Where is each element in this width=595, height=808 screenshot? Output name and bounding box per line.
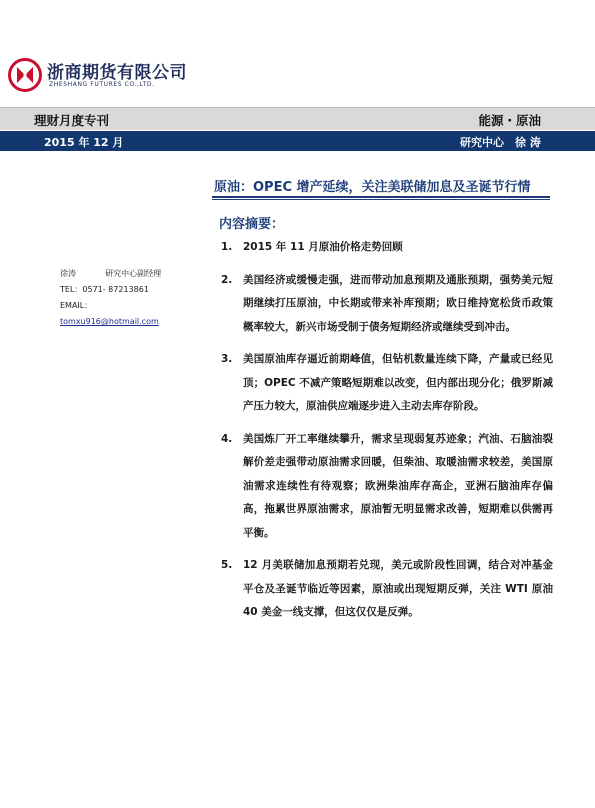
analyst-email-link[interactable]: tomxu916@hotmail.com bbox=[60, 317, 159, 326]
point-number: 3. bbox=[221, 353, 233, 365]
summary-point-5 bbox=[221, 554, 553, 625]
summary-heading: 内容摘要： bbox=[219, 217, 285, 232]
company-name-en: ZHESHANG FUTURES CO.,LTD. bbox=[49, 81, 155, 88]
point-number: 2. bbox=[221, 273, 233, 286]
summary-point-1 bbox=[221, 236, 553, 260]
analyst-tel: TEL：0571- 87213861 bbox=[60, 285, 149, 294]
report-title: 原油：OPEC 增产延续，关注美联储加息及圣诞节行情 bbox=[214, 180, 531, 195]
summary-point-4 bbox=[221, 428, 553, 546]
dept-author: 研究中心 徐 涛 bbox=[460, 136, 541, 149]
point-number: 1. bbox=[221, 241, 233, 253]
point-number: 5. bbox=[221, 559, 233, 571]
zheshang-logo-icon bbox=[8, 58, 42, 92]
summary-list bbox=[221, 236, 553, 634]
date-band bbox=[0, 131, 595, 151]
point-text: 12 月美联储加息预期若兑现，美元或阶段性回调，结合对冲基金平仓及圣诞节临近等因素，原油或出现短期反弹，关注 WTI 原油 40 美金一线支撑，但这仅仅是反弹。 bbox=[243, 559, 553, 618]
publication-band bbox=[0, 107, 595, 130]
category-label: 能源・原油 bbox=[478, 113, 541, 128]
report-date: 2015 年 12 月 bbox=[44, 136, 124, 149]
point-text: 2015 年 11 月原油价格走势回顾 bbox=[243, 241, 403, 253]
point-text: 美国炼厂开工率继续攀升，需求呈现弱复苏迹象；汽油、石脑油裂解价差走强带动原油需求回暖，但柴油、取暖油需求较差，美国原油需求连续性有待观察；欧洲柴油库存高企，亚洲石脑油库存偏高，拖累世界原油需求，原油暂无明显需求改善，短期难以供需再平衡。 bbox=[243, 432, 553, 539]
point-number: 4. bbox=[221, 432, 233, 445]
company-name-cn: 浙商期货有限公司 bbox=[47, 63, 187, 83]
analyst-email-label: EMAIL： bbox=[60, 301, 93, 310]
point-text: 美国原油库存逼近前期峰值，但钻机数量连续下降，产量或已经见顶；OPEC 不减产策略短期难以改变，但内部出现分化；俄罗斯减产压力较大，原油供应端逐步进入主动去库存阶段。 bbox=[243, 353, 553, 412]
point-text: 美国经济或缓慢走强，进而带动加息预期及通胀预期，强势美元短期继续打压原油，中长期或带来补库预期；欧日维持宽松货币政策概率较大，新兴市场受制于债务短期经济或继续受到冲击。 bbox=[243, 273, 553, 333]
analyst-title: 研究中心副经理 bbox=[105, 269, 162, 278]
summary-point-3 bbox=[221, 348, 553, 419]
analyst-name: 徐涛 bbox=[60, 269, 76, 278]
analyst-info bbox=[60, 266, 161, 330]
title-divider-thin bbox=[212, 199, 550, 200]
analyst-name-row bbox=[60, 266, 161, 282]
title-divider bbox=[212, 196, 550, 198]
publication-title: 理财月度专刊 bbox=[34, 113, 110, 128]
summary-point-2 bbox=[221, 269, 553, 340]
